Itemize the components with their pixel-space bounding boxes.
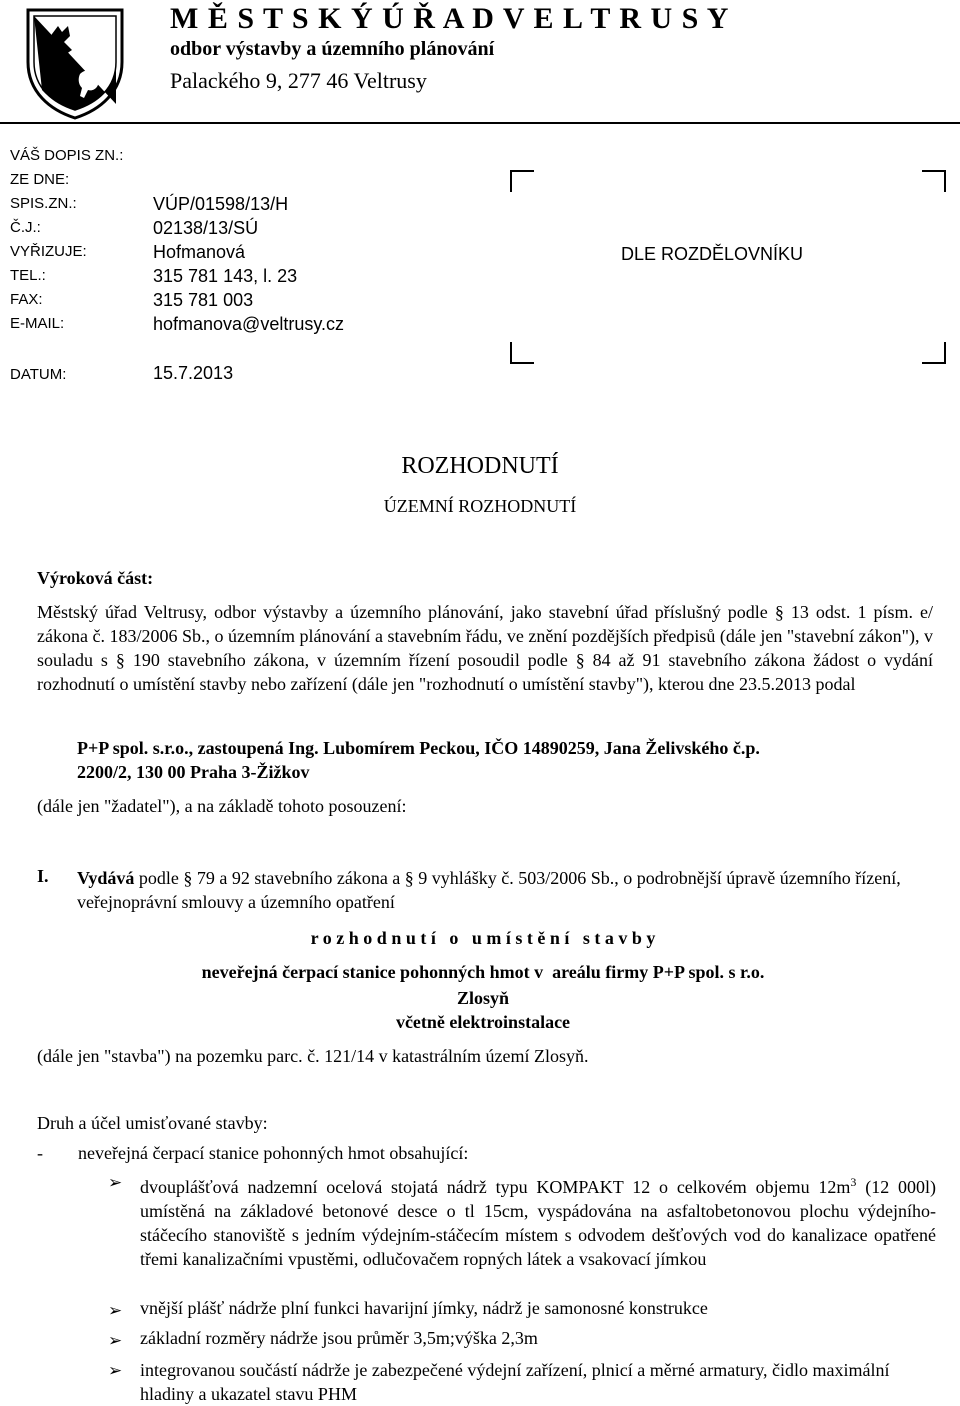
tel-value: 315 781 143, l. 23	[153, 266, 298, 286]
bullet-icon: ➢	[108, 1301, 123, 1320]
fax-value: 315 781 003	[153, 290, 254, 310]
email-value: hofmanova@veltrusy.cz	[153, 314, 345, 334]
cj-value: 02138/13/SÚ	[153, 218, 259, 238]
item-paragraph	[77, 866, 937, 914]
vyrizuje-label: VYŘIZUJE:	[10, 243, 87, 260]
bullet-4: integrovanou součástí nádrže je zabezpečené výdejní zařízení, plnicí a měrné armatury, čidlo maximální hladiny a ukazatel stavu PHM	[140, 1360, 890, 1404]
decision-subtitle: ÚZEMNÍ ROZHODNUTÍ	[383, 496, 577, 516]
decision-title: ROZHODNUTÍ	[401, 453, 559, 479]
address-corner-bottom-right	[922, 342, 946, 364]
coat-of-arms-logo	[22, 4, 128, 122]
paragraph-1	[37, 600, 933, 696]
office-address: Palackého 9, 277 46 Veltrusy	[170, 68, 427, 93]
paragraph-icon: §	[115, 650, 125, 670]
para1-c: 190 stavebního zákona, v územním řízení posoudil podle	[132, 650, 568, 670]
bullet-2: vnější plášť nádrže plní funkci havarijní jímky, nádrž je samonosné konstrukce	[140, 1298, 708, 1318]
bullet-icon: ➢	[108, 1361, 123, 1380]
recipient: DLE ROZDĚLOVNÍKU	[621, 244, 804, 264]
datum-value: 15.7.2013	[153, 363, 234, 383]
meta-labels	[10, 144, 123, 336]
ze-dne-label: ZE DNE:	[10, 171, 70, 188]
bullet-3: základní rozměry nádrže jsou průměr 3,5m;výška 2,3m	[140, 1328, 538, 1348]
project-line-1: neveřejná čerpací stanice pohonných hmot v areálu firmy P+P spol. s r.o.	[201, 962, 765, 982]
project-note: (dále jen "stavba") na pozemku parc. č. 121/14 v katastrálním území Zlosyň.	[37, 1046, 589, 1066]
address-corner-bottom-left	[510, 342, 534, 364]
item-vydava: Vydává	[77, 868, 135, 888]
paragraph-icon: §	[575, 650, 585, 670]
para1-a: Městský úřad Veltrusy, odbor výstavby a územního plánování, jako stavební úřad příslušný podle	[37, 602, 768, 622]
applicant-note: (dále jen "žadatel"), a na základě tohoto posouzení:	[37, 796, 407, 816]
applicant-line-1: P+P spol. s.r.o., zastoupená Ing. Lubomírem Peckou, IČO 14890259, Jana Želivského č.p.	[77, 738, 760, 758]
meta-values	[153, 192, 344, 336]
druh-label: Druh a účel umisťované stavby:	[37, 1113, 268, 1133]
item-text-b: 79 a 92 stavebního zákona a	[196, 868, 401, 888]
email-label: E-MAIL:	[10, 315, 65, 332]
bullet-icon: ➢	[108, 1173, 123, 1192]
para1-b: 13 odst. 1 písm. e/ zákona č. 183/2006 Sb., o územním plánování a stavebním řádu, ve znění pozdějších předpisů (dále jen "stavební zákon"), v souladu s	[37, 602, 934, 670]
tel-label: TEL.:	[10, 267, 46, 284]
spis-label: SPIS.ZN.:	[10, 195, 77, 212]
bullet-1	[140, 1170, 936, 1271]
item-text-c: 9 vyhlášky č. 503/2006 Sb., o podrobnější úpravě územního řízení, veřejnoprávní smlouvy a územního opatření	[77, 868, 901, 912]
dash-text: neveřejná čerpací stanice pohonných hmot obsahující:	[78, 1143, 469, 1163]
spis-value: VÚP/01598/13/H	[153, 194, 289, 214]
para1-d: 84 až 91 stavebního zákona žádost o vydání rozhodnutí o umístění stavby nebo zařízení (dále jen "rozhodnutí o umístění stavby"), kterou dne 23.5.2013 podal	[37, 650, 934, 694]
item-number: I.	[37, 866, 49, 886]
office-title: M Ě S T S K Ý Ú Ř A D V E L T R U S Y	[170, 2, 730, 35]
address-corner-top-left	[510, 170, 534, 192]
project-line-2: Zlosyň	[456, 988, 510, 1008]
paragraph-icon: §	[774, 602, 784, 622]
bullet-1-sup: 3	[850, 1175, 857, 1189]
item-text-a: podle	[138, 868, 179, 888]
datum-label: DATUM:	[10, 366, 67, 383]
header-divider	[0, 122, 960, 124]
vas-dopis-label: VÁŠ DOPIS ZN.:	[10, 147, 124, 164]
paragraph-icon: §	[183, 868, 193, 888]
cj-label: Č.J.:	[10, 219, 41, 236]
vyrokova-label: Výroková část:	[37, 568, 154, 588]
project-line-3: včetně elektroinstalace	[395, 1012, 571, 1032]
vyrizuje-value: Hofmanová	[153, 242, 246, 262]
bullet-icon: ➢	[108, 1331, 123, 1350]
bullet-1-text: dvouplášťová nadzemní ocelová stojatá nádrž typu KOMPAKT 12 o celkovém objemu 12m	[140, 1177, 851, 1197]
department-name: odbor výstavby a územního plánování	[170, 38, 495, 60]
spaced-heading: r o z h o d n u t í o u m í s t ě n í s t a v b y	[310, 928, 656, 948]
applicant-line-2: 2200/2, 130 00 Praha 3-Žižkov	[77, 762, 310, 782]
paragraph-icon: §	[404, 868, 414, 888]
fax-label: FAX:	[10, 291, 43, 308]
bullet-1-cont: (12 000l) umístěná na základové betonové desce o tl 15cm, vyspádována na asfaltobetonovou plochu výdejního-stáčecího stanoviště s jedním výdejním-stáčecím místem s odvodem dešťových vod do kanalizace opatřené třemi kanalizačními vpustěmi, odlučovačem ropných látek a vsakovací jímkou	[140, 1177, 936, 1269]
dash-marker: -	[37, 1143, 43, 1163]
address-corner-top-right	[922, 170, 946, 192]
